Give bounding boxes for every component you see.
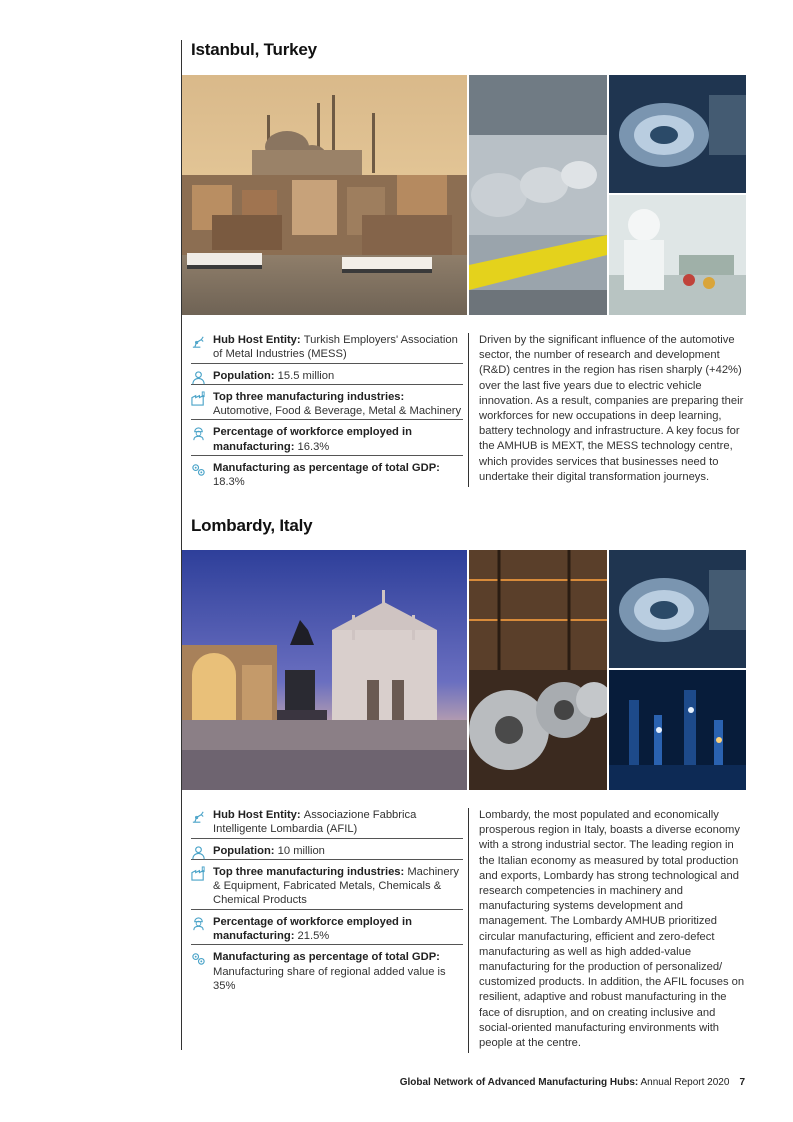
gdp-value: Manufacturing share of regional added value is 35% [213, 965, 446, 992]
top-industries-label: Top three manufacturing industries: [213, 865, 408, 878]
gdp-label: Manufacturing as percentage of total GDP: [213, 462, 440, 475]
workforce-value: 21.5% [297, 930, 330, 943]
top-industries-value: Automotive, Food & Beverage, Metal & Machinery [213, 405, 462, 418]
population-label: Population: [213, 844, 278, 857]
lombardy-description: Lombardy, the most populated and economically prosperous region in Italy, boasts a diverse economy with a strong industrial sector. The leading region in the Italian economy as measured by total production and exports, Lombardy has strong technological and research competencies in machinery and manufacturing systems development and management. The Lombardy AMHUB prioritized circular manufacturing, efficient and zero-defect manufacturing as well as high added-value manufacturing for the production of personalized/ customized products. In addition, the AFIL focuses on resilient, adaptive and robust manufacturing in the face of disruption, and on creating inclusive and social-oriented manufacturing environments with people at the centre. [468, 808, 746, 1053]
hub-host-entity-value: Associazione Fabbrica Intelligente Lombardia (AFIL) [213, 809, 417, 836]
metal-shaft-photo-2 [609, 550, 746, 668]
footer-title-rest: Annual Report 2020 [638, 1077, 730, 1088]
hub-host-entity-item [191, 333, 463, 364]
workforce-label: Percentage of workforce employed in manufacturing: [213, 426, 412, 453]
istanbul-city-photo [182, 75, 467, 315]
gears-icon [191, 462, 206, 477]
worker-icon [191, 916, 206, 931]
workforce-label: Percentage of workforce employed in manufacturing: [213, 915, 412, 943]
lombardy-info-list [191, 808, 463, 999]
gdp-item [191, 461, 463, 491]
factory-icon [191, 391, 206, 406]
worker-icon [191, 426, 206, 441]
steel-coils-photo [469, 550, 607, 790]
hub-host-entity-value: Turkish Employers' Association of Metal Industries (MESS) [213, 334, 458, 361]
population-value: 15.5 million [277, 369, 335, 382]
hub-host-entity-item [191, 808, 463, 839]
robot-arm-icon [191, 334, 206, 349]
lombardy-title: Lombardy, Italy [191, 516, 313, 535]
top-industries-item [191, 390, 463, 421]
population-label: Population: [213, 369, 278, 382]
workforce-item [191, 915, 463, 946]
footer-title-bold: Global Network of Advanced Manufacturing Hubs: [399, 1077, 639, 1088]
factory-icon [191, 866, 206, 881]
workforce-value: 16.3% [297, 440, 330, 453]
top-industries-value: Machinery & Equipment, Fabricated Metals, Chemicals & Chemical Products [213, 865, 459, 907]
workforce-item [191, 425, 463, 456]
population-item [191, 844, 463, 860]
population-item [191, 369, 463, 385]
istanbul-title: Istanbul, Turkey [191, 40, 317, 59]
car-assembly-photo [469, 75, 607, 315]
page-number: 7 [739, 1077, 745, 1088]
food-worker-photo [609, 195, 746, 315]
person-icon [191, 845, 206, 860]
top-industries-label: Top three manufacturing industries: [213, 390, 405, 403]
page-footer [400, 1077, 745, 1088]
gdp-item [191, 950, 463, 994]
chemical-plant-photo [609, 670, 746, 790]
robot-arm-icon [191, 809, 206, 824]
top-industries-item [191, 865, 463, 910]
hub-host-entity-label: Hub Host Entity: [213, 809, 304, 821]
gdp-value: 18.3% [213, 476, 245, 489]
metal-shaft-photo [609, 75, 746, 193]
person-icon [191, 370, 206, 385]
population-value: 10 million [277, 844, 325, 857]
milan-city-photo [182, 550, 467, 790]
istanbul-info-list [191, 333, 463, 496]
gdp-label: Manufacturing as percentage of total GDP: [213, 951, 440, 964]
hub-host-entity-label: Hub Host Entity: [213, 334, 304, 346]
gears-icon [191, 951, 206, 966]
istanbul-description: Driven by the significant influence of the automotive sector, the number of research and development (R&D) centres in the region has risen sharply (+42%) over the last five years due to electric vehicle innovation. As a result, companies are preparing their workforces for new occupations in deep learning, battery technology and infrastructure. A key focus for the AMHUB is MEXT, the MESS technology centre, which provides services that businesses need to undertake their digital transformation journeys. [468, 333, 746, 487]
